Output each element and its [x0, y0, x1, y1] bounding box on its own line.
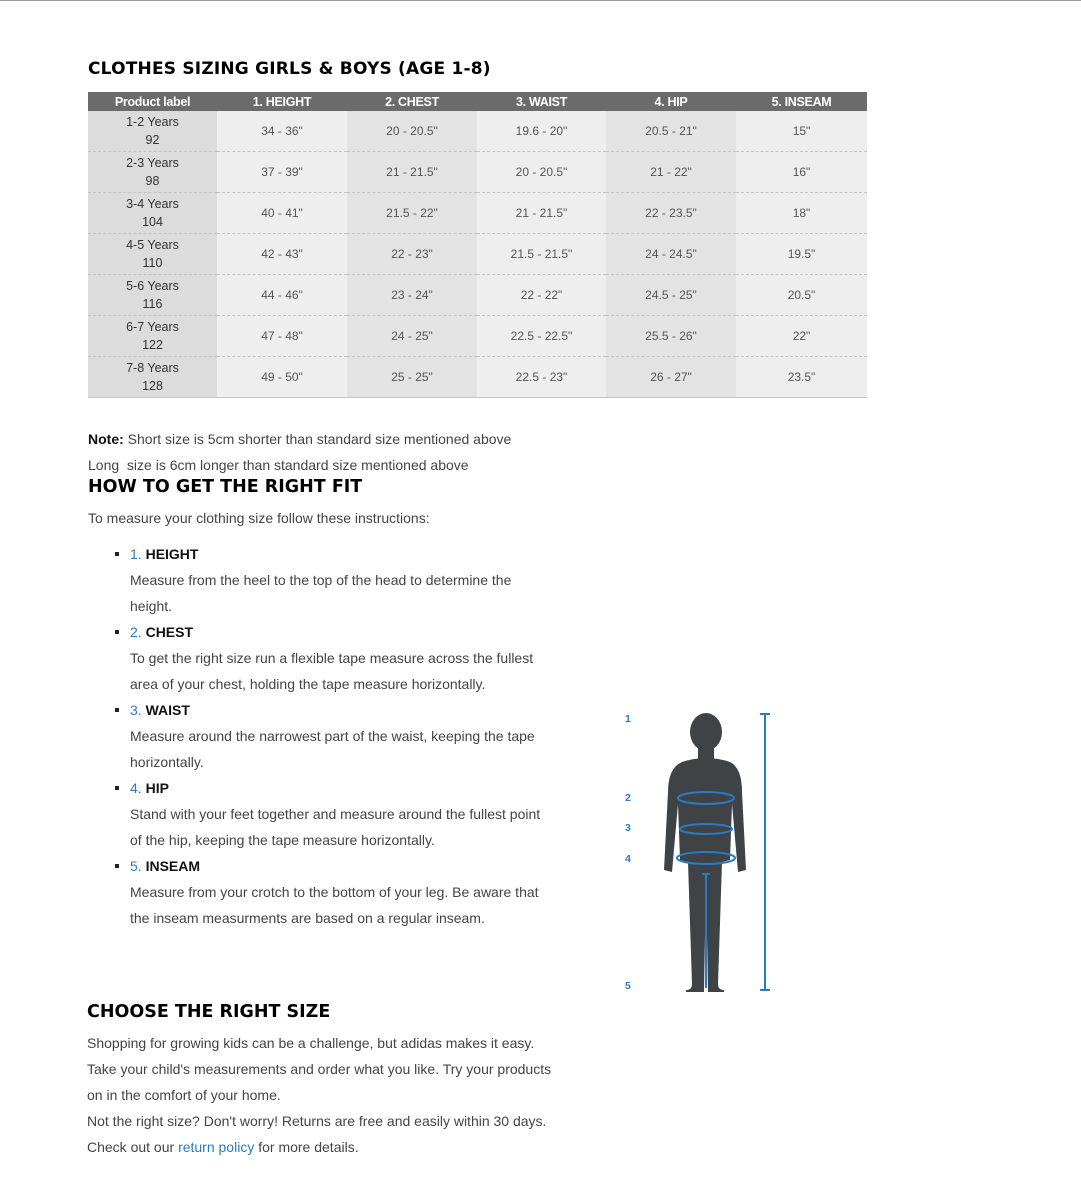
- product-label-cell: [88, 111, 217, 152]
- marker-waist: 3: [625, 822, 631, 834]
- step-number: 2.: [130, 624, 142, 640]
- choose-paragraph: Shopping for growing kids can be a challenge, but adidas makes it easy. Take your child's measurements and order what you like. Try your products on in the comfort of your home.: [87, 1035, 552, 1103]
- returns-text-end: for more details.: [254, 1139, 359, 1155]
- chest-cell: 22 - 23": [347, 234, 477, 275]
- size-number: 122: [142, 338, 163, 352]
- waist-cell: 22 - 22": [477, 275, 606, 316]
- chest-cell: 23 - 24": [347, 275, 477, 316]
- size-number: 92: [145, 133, 160, 147]
- waist-cell: 19.6 - 20": [477, 111, 606, 152]
- step-number: 4.: [130, 780, 142, 796]
- age-range: 4-5 Years: [126, 238, 179, 252]
- height-cell: 34 - 36": [217, 111, 347, 152]
- waist-cell: 21.5 - 21.5": [477, 234, 606, 275]
- inseam-cell: 19.5": [736, 234, 867, 275]
- step-number: 1.: [130, 546, 142, 562]
- marker-hip: 4: [625, 853, 631, 865]
- marker-inseam: 5: [625, 980, 631, 992]
- chest-cell: 24 - 25": [347, 316, 477, 357]
- page-title: CLOTHES SIZING GIRLS & BOYS (AGE 1-8): [88, 59, 491, 79]
- table-row: [88, 316, 867, 357]
- hip-cell: 24 - 24.5": [606, 234, 736, 275]
- choose-heading: CHOOSE THE RIGHT SIZE: [87, 1002, 331, 1022]
- step-description: Measure around the narrowest part of the waist, keeping the tape horizontally.: [130, 728, 535, 770]
- step-description: To get the right size run a flexible tape measure across the fullest area of your chest, holding the tape measure horizontally.: [130, 650, 534, 692]
- age-range: 5-6 Years: [126, 279, 179, 293]
- waist-cell: 22.5 - 23": [477, 357, 606, 398]
- height-cell: 42 - 43": [217, 234, 347, 275]
- step-number: 5.: [130, 858, 142, 874]
- age-range: 3-4 Years: [126, 197, 179, 211]
- product-label-cell: [88, 193, 217, 234]
- header-chest: 2. CHEST: [347, 92, 477, 111]
- height-cell: 44 - 46": [217, 275, 347, 316]
- age-range: 2-3 Years: [126, 156, 179, 170]
- return-policy-link[interactable]: return policy: [178, 1139, 255, 1155]
- step-height: [115, 541, 555, 619]
- chest-cell: 25 - 25": [347, 357, 477, 398]
- age-range: 1-2 Years: [126, 115, 179, 129]
- age-range: 6-7 Years: [126, 320, 179, 334]
- step-name: HEIGHT: [145, 546, 199, 562]
- waist-cell: 22.5 - 22.5": [477, 316, 606, 357]
- note-long: Long size is 6cm longer than standard size mentioned above: [88, 457, 469, 473]
- note-short-text: Short size is 5cm shorter than standard size mentioned above: [127, 431, 512, 447]
- child-figure-icon: [600, 700, 800, 1000]
- note-label: Note:: [88, 431, 124, 447]
- product-label-cell: [88, 275, 217, 316]
- step-waist: [115, 697, 555, 775]
- returns-paragraph: [87, 1108, 557, 1160]
- age-range: 7-8 Years: [126, 361, 179, 375]
- waist-cell: 20 - 20.5": [477, 152, 606, 193]
- fit-heading: HOW TO GET THE RIGHT FIT: [88, 477, 363, 497]
- size-number: 104: [142, 215, 163, 229]
- product-label-cell: [88, 234, 217, 275]
- step-description: Measure from the heel to the top of the head to determine the height.: [130, 572, 512, 614]
- step-number: 3.: [130, 702, 142, 718]
- header-waist: 3. WAIST: [477, 92, 606, 111]
- table-row: [88, 357, 867, 398]
- hip-cell: 22 - 23.5": [606, 193, 736, 234]
- note-short: [88, 431, 511, 447]
- inseam-cell: 18": [736, 193, 867, 234]
- fit-intro: To measure your clothing size follow these instructions:: [88, 510, 430, 526]
- measurement-steps: [115, 541, 555, 931]
- table-row: [88, 234, 867, 275]
- step-chest: [115, 619, 555, 697]
- inseam-cell: 22": [736, 316, 867, 357]
- chest-cell: 20 - 20.5": [347, 111, 477, 152]
- size-number: 128: [142, 379, 163, 393]
- product-label-cell: [88, 316, 217, 357]
- table-row: [88, 111, 867, 152]
- header-inseam: 5. INSEAM: [736, 92, 867, 111]
- height-cell: 40 - 41": [217, 193, 347, 234]
- marker-height: 1: [625, 713, 631, 725]
- waist-cell: 21 - 21.5": [477, 193, 606, 234]
- measurement-diagram: [600, 700, 800, 1000]
- hip-cell: 26 - 27": [606, 357, 736, 398]
- choose-copy: [87, 1030, 557, 1160]
- hip-cell: 20.5 - 21": [606, 111, 736, 152]
- top-divider: [0, 0, 1081, 1]
- inseam-cell: 23.5": [736, 357, 867, 398]
- header-product-label: Product label: [88, 92, 217, 111]
- height-cell: 37 - 39": [217, 152, 347, 193]
- chest-cell: 21.5 - 22": [347, 193, 477, 234]
- table-row: [88, 152, 867, 193]
- height-cell: 49 - 50": [217, 357, 347, 398]
- size-chart-table: [88, 92, 867, 398]
- inseam-cell: 16": [736, 152, 867, 193]
- step-description: Stand with your feet together and measure around the fullest point of the hip, keeping the tape measure horizontally.: [130, 806, 541, 848]
- size-number: 98: [145, 174, 160, 188]
- header-hip: 4. HIP: [606, 92, 736, 111]
- marker-chest: 2: [625, 792, 631, 804]
- step-name: CHEST: [145, 624, 194, 640]
- step-description: Measure from your crotch to the bottom of your leg. Be aware that the inseam measurments are based on a regular inseam.: [130, 884, 539, 926]
- inseam-cell: 20.5": [736, 275, 867, 316]
- step-name: HIP: [145, 780, 169, 796]
- product-label-cell: [88, 357, 217, 398]
- height-cell: 47 - 48": [217, 316, 347, 357]
- step-hip: [115, 775, 555, 853]
- size-number: 110: [142, 256, 163, 270]
- inseam-cell: 15": [736, 111, 867, 152]
- hip-cell: 25.5 - 26": [606, 316, 736, 357]
- header-height: 1. HEIGHT: [217, 92, 347, 111]
- hip-cell: 24.5 - 25": [606, 275, 736, 316]
- chest-cell: 21 - 21.5": [347, 152, 477, 193]
- table-row: [88, 193, 867, 234]
- product-label-cell: [88, 152, 217, 193]
- step-name: WAIST: [145, 702, 190, 718]
- table-header-row: [88, 92, 867, 111]
- step-name: INSEAM: [145, 858, 201, 874]
- hip-cell: 21 - 22": [606, 152, 736, 193]
- size-number: 116: [142, 297, 163, 311]
- table-row: [88, 275, 867, 316]
- returns-text: Not the right size? Don't worry! Returns are free and easily within 30 days. Check out our: [87, 1113, 547, 1155]
- step-inseam: [115, 853, 555, 931]
